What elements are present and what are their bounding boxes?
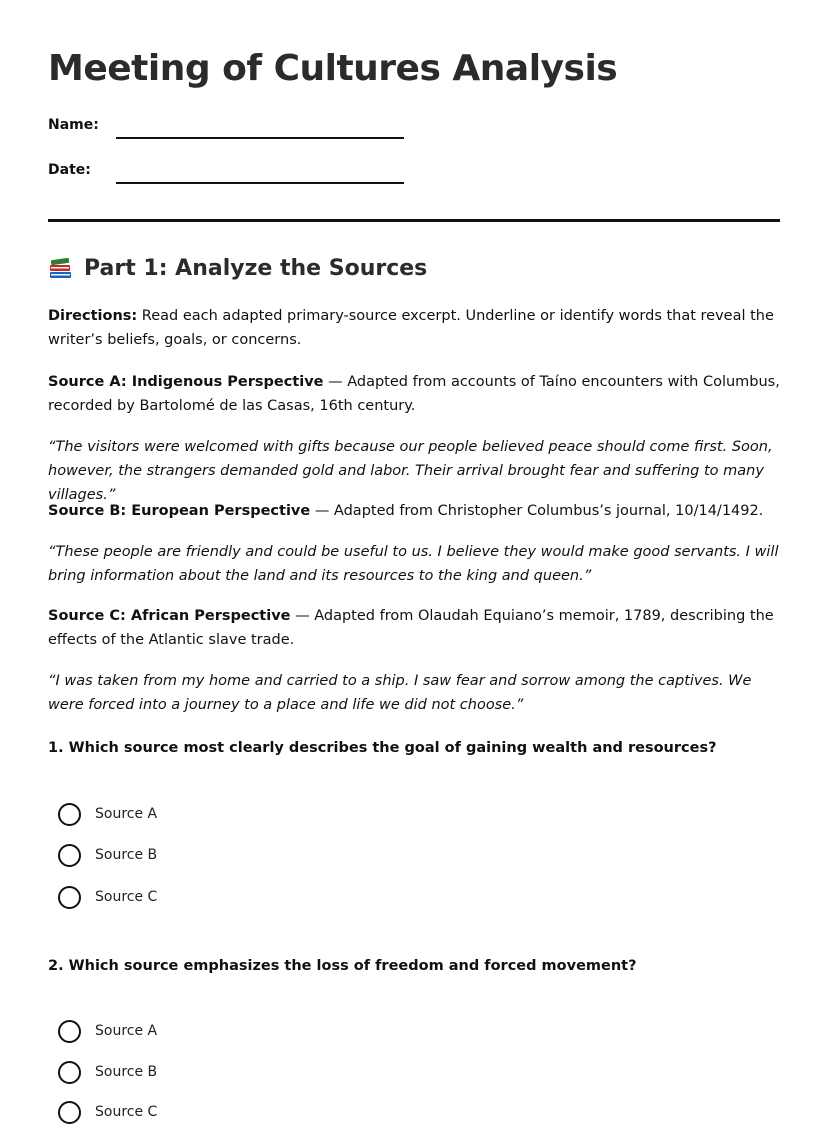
source-a-label: Source A: Indigenous Perspective (48, 374, 324, 390)
q2-option-a[interactable] (58, 1019, 157, 1043)
radio-button[interactable] (58, 1101, 81, 1124)
source-c-quote: “I was taken from my home and carried to a ship. I saw fear and sorrow among the captives. We were forced into a journey to a place and life we did not choose.” (48, 673, 752, 713)
directions-text: Read each adapted primary-source excerpt. Underline or identify words that reveal the writer’s beliefs, goals, or concerns. (48, 308, 774, 348)
radio-button[interactable] (58, 886, 81, 909)
source-c-text: — Adapted from Olaudah Equiano’s memoir, 1789, describing the effects of the Atlantic slave trade. (48, 608, 774, 648)
section-divider (48, 219, 780, 222)
radio-button[interactable] (58, 1061, 81, 1084)
q2-option-b[interactable] (58, 1060, 157, 1084)
option-label: Source C (95, 1104, 158, 1120)
source-a-text: — Adapted from accounts of Taíno encounters with Columbus, recorded by Bartolomé de las Casas, 16th century. (48, 374, 780, 414)
q2-option-c[interactable] (58, 1100, 157, 1124)
page-title: Meeting of Cultures Analysis (48, 48, 618, 89)
radio-button[interactable] (58, 844, 81, 867)
books-icon (48, 257, 74, 281)
q1-option-b[interactable] (58, 843, 157, 867)
option-label: Source A (95, 806, 158, 822)
source-a-quote: “The visitors were welcomed with gifts because our people believed peace should come first. Soon, however, the strangers demanded gold and labor. Their arrival brought fear and suffering to many villages.” (48, 439, 773, 503)
date-label: Date: (48, 162, 91, 178)
option-label: Source B (95, 1064, 158, 1080)
source-b-attribution (48, 499, 788, 523)
source-b-quote: “These people are friendly and could be useful to us. I believe they would make good servants. I will bring information about the land and its resources to the king and queen.” (48, 544, 779, 584)
part1-heading-text: Part 1: Analyze the Sources (84, 256, 428, 281)
source-b-label: Source B: European Perspective (48, 503, 311, 519)
question-2: 2. Which source emphasizes the loss of freedom and forced movement? (48, 958, 637, 974)
name-label: Name: (48, 117, 99, 133)
radio-button[interactable] (58, 803, 81, 826)
option-label: Source A (95, 1023, 158, 1039)
date-field[interactable] (116, 182, 404, 184)
question-1: 1. Which source most clearly describes the goal of gaining wealth and resources? (48, 740, 717, 756)
source-c-label: Source C: African Perspective (48, 608, 291, 624)
source-c-attribution (48, 604, 788, 652)
name-field[interactable] (116, 137, 404, 139)
option-label: Source B (95, 847, 158, 863)
directions (48, 304, 788, 352)
q1-option-c[interactable] (58, 885, 157, 909)
part1-heading (48, 256, 427, 281)
radio-button[interactable] (58, 1020, 81, 1043)
directions-label: Directions: (48, 308, 138, 324)
source-a-attribution (48, 370, 788, 418)
q1-option-a[interactable] (58, 802, 157, 826)
option-label: Source C (95, 889, 158, 905)
source-b-text: — Adapted from Christopher Columbus’s journal, 10/14/1492. (310, 503, 764, 519)
